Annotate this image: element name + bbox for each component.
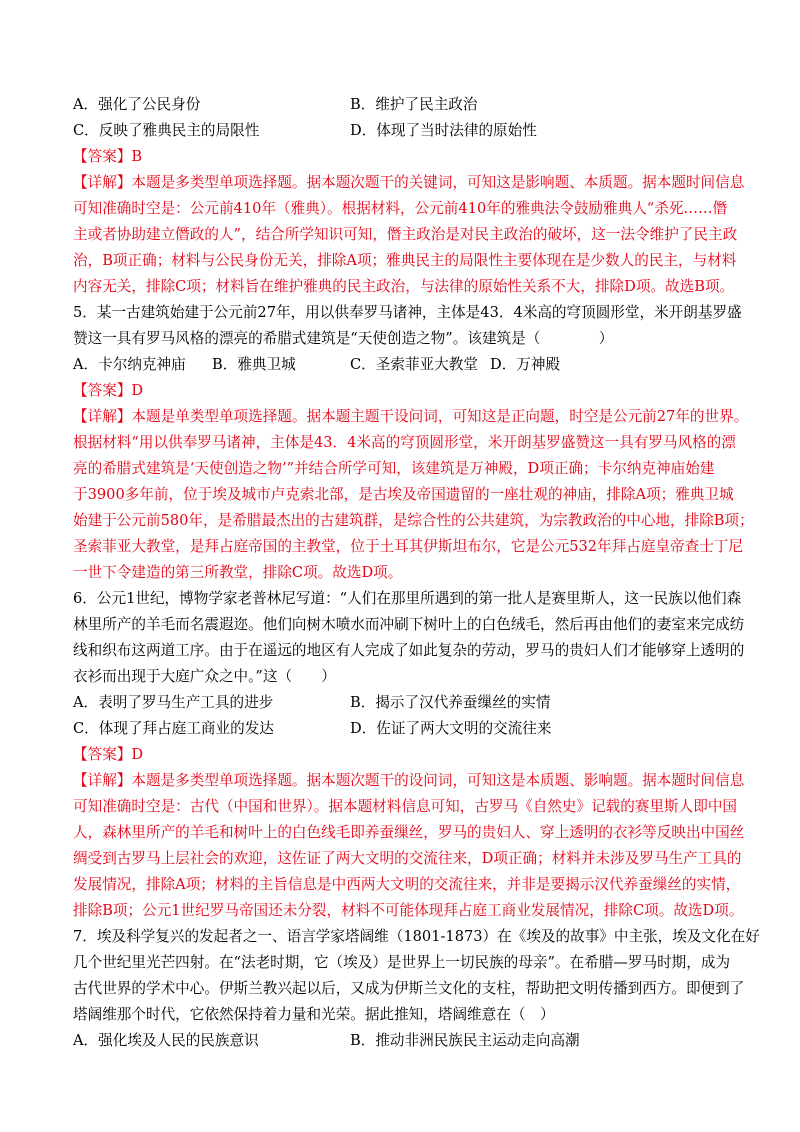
q5-explain-line: 根据材料“用以供奉罗马诸神，主体是43．4米高的穹顶圆形堂，米开朗基罗盛赞这一具有罗马风格的漂 [73,434,736,451]
q4-answer: 【答案】B [73,148,143,165]
q7-stem-line: 几个世纪里光芒四射。在“法老时期，它（埃及）是世界上一切民族的母亲”。在希腊—罗马时期，成为 [73,954,731,971]
q5-option-c: C．圣索菲亚大教堂 [350,356,478,373]
q4-explain-line: 【详解】本题是多类型单项选择题。据本题次题干的关键词，可知这是影响题、本质题。据本题时间信息 [73,174,745,191]
q6-option-c: C．体现了拜占庭工商业的发达 [73,720,274,737]
q5-option-b: B．雅典卫城 [212,356,296,373]
q5-stem-line: 5．某一古建筑始建于公元前27年，用以供奉罗马诸神，主体是43．4米高的穹顶圆形堂，米开朗基罗盛 [73,304,742,321]
q6-stem-line: 衣衫而出现于大庭广众之中。”这（ ） [73,668,336,685]
q6-option-d: D．佐证了两大文明的交流往来 [350,720,552,737]
q6-explain-line: 发展情况，排除A项；材料的主旨信息是中西两大文明的交流往来，并非是要揭示汉代养蚕缫丝的实情， [73,876,741,893]
q5-option-a: A．卡尔纳克神庙 [73,356,186,373]
q5-explain-line: 圣索菲亚大教堂，是拜占庭帝国的主教堂，位于土耳其伊斯坦布尔，它是公元532年拜占庭皇帝查士丁尼 [73,538,743,555]
q6-option-a: A．表明了罗马生产工具的进步 [73,694,274,711]
q6-explain-line: 排除B项；公元1世纪罗马帝国还未分裂，材料不可能体现拜占庭工商业发展情况，排除C项。故选D项。 [73,902,744,919]
q4-explain-line: 主或者协助建立僭政的人”，结合所学知识可知，僭主政治是对民主政治的破坏，这一法令维护了民主政 [73,226,738,243]
q6-explain-line: 可知准确时空是：古代（中国和世界）。据本题材料信息可知，古罗马《自然史》记载的赛里斯人即中国 [73,798,738,815]
q4-option-b: B．维护了民主政治 [350,96,478,113]
q6-explain-line: 人，森林里所产的羊毛和树叶上的白色线毛即养蚕缫丝，罗马的贵妇人、穿上透明的衣衫等反映出中国丝 [73,824,745,841]
q4-option-c: C．反映了雅典民主的局限性 [73,122,260,139]
q6-explain-line: 【详解】本题是多类型单项选择题。据本题次题干的设问词，可知这是本质题、影响题。据本题时间信息 [73,772,745,789]
q5-option-d: D．万神殿 [490,356,561,373]
q6-stem-line: 6．公元1世纪，博物学家老普林尼写道：“人们在那里所遇到的第一批人是赛里斯人，这一民族以他们森 [73,590,742,607]
q5-explain-line: 【详解】本题是单类型单项选择题。据本题主题干设问词，可知这是正向题，时空是公元前27年的世界。 [73,408,749,425]
q5-explain-line: 一世下令建造的第三所教堂，排除C项。故选D项。 [73,564,403,581]
q4-explain-line: 内容无关，排除C项；材料旨在维护雅典的民主政治，与法律的原始性关系不大，排除D项。故选B项。 [73,278,735,295]
q5-explain-line: 亮的希腊式建筑是‘天使创造之物’”并结合所学可知，该建筑是万神殿，D项正确；卡尔纳克神庙始建 [73,460,715,477]
q6-stem-line: 线和织布这两道工序。由于在遥远的地区有人完成了如此复杂的劳动，罗马的贵妇人们才能够穿上透明的 [73,642,745,659]
q5-explain-line: 于3900多年前，位于埃及城市卢克索北部，是古埃及帝国遗留的一座壮观的神庙，排除A项；雅典卫城 [73,486,734,503]
q7-option-a: A．强化埃及人民的民族意识 [73,1032,259,1049]
q4-option-d: D．体现了当时法律的原始性 [350,122,537,139]
q7-stem-line: 塔阔维那个时代，它依然保持着力量和光荣。据此推知，塔阔维意在（ ） [73,1006,555,1023]
q5-answer: 【答案】D [73,382,144,399]
q5-stem-line: 赞这一具有罗马风格的漂亮的希腊式建筑是“天使创造之物”。该建筑是（ ） [73,330,614,347]
q6-answer: 【答案】D [73,746,144,763]
q6-option-b: B．揭示了汉代养蚕缫丝的实情 [350,694,551,711]
q6-explain-line: 绸受到古罗马上层社会的欢迎，这佐证了两大文明的交流往来，D项正确；材料并未涉及罗马生产工具的 [73,850,742,867]
q7-option-b: B．推动非洲民族民主运动走向高潮 [350,1032,580,1049]
q4-explain-line: 可知准确时空是：公元前410年（雅典）。根据材料，公元前410年的雅典法令鼓励雅典人“杀死……僭 [73,200,728,217]
q7-stem-line: 7．埃及科学复兴的发起者之一、语言学家塔阔维（1801-1873）在《埃及的故事》中主张，埃及文化在好 [73,928,760,945]
q4-option-a: A．强化了公民身份 [73,96,201,113]
q5-explain-line: 始建于公元前580年，是希腊最杰出的古建筑群，是综合性的公共建筑，为宗教政治的中心地，排除B项； [73,512,754,529]
q4-explain-line: 治，B项正确；材料与公民身份无关，排除A项；雅典民主的局限性主要体现在是少数人的民主，与材料 [73,252,737,269]
q7-stem-line: 古代世界的学术中心。伊斯兰教兴起以后，又成为伊斯兰文化的支柱，帮助把文明传播到西方。即便到了 [73,980,745,997]
q6-stem-line: 林里所产的羊毛而名震遐迩。他们向树木喷水而冲刷下树叶上的白色绒毛，然后再由他们的妻室来完成纺 [73,616,745,633]
